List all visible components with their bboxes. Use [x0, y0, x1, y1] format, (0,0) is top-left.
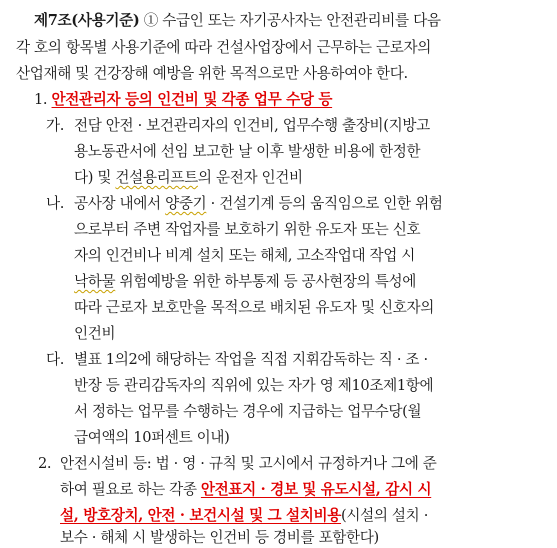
na-line-5: 따라 근로자 보호만을 목적으로 배치된 유도자 및 신호자의 [74, 299, 434, 316]
na-line-1 [74, 194, 443, 214]
ga-line-3-part-a: 다) 및 [74, 169, 116, 186]
da-mark: 다. [46, 351, 65, 368]
na-line-3: 자의 인건비나 비계 설치 또는 해체, 고소작업대 작업 시 [74, 247, 416, 264]
item-2-line-2 [60, 480, 431, 500]
article-heading: 제7조(사용기준) [34, 12, 140, 29]
item-2-highlight-1: 안전표지 · 경보 및 유도시설, 감시 시 [200, 481, 432, 498]
article-line-2: 각 호의 항목별 사용기준에 따라 건설사업장에서 근무하는 근로자의 [16, 39, 431, 56]
na-mark: 나. [46, 195, 65, 212]
da-line-4: 급여액의 10퍼센트 이내) [74, 429, 230, 446]
ga-line-1: 전담 안전 · 보건관리자의 인건비, 업무수행 출장비(지방고 [74, 117, 430, 134]
item-2-line-4: 보수 · 해체 시 발생하는 인건비 등 경비를 포함한다) [60, 529, 379, 546]
na-line-2: 으로부터 주변 작업자를 보호하기 위한 유도자 또는 신호 [74, 221, 421, 238]
ga-line-2: 용노동관서에 선임 보고한 날 이후 발생한 비용에 한정한 [74, 143, 421, 160]
na-term-falling-object: 낙하물 [74, 273, 116, 290]
da-line-2: 반장 등 관리감독자의 직위에 있는 자가 영 제10조제1항에 [74, 377, 434, 394]
ga-mark: 가. [46, 117, 65, 134]
item-2-line-3 [60, 506, 428, 526]
ga-line-3 [74, 168, 303, 188]
item-1-heading [34, 90, 332, 110]
da-line-3: 서 정하는 업무를 수행하는 경우에 지급하는 업무수당(월 [74, 403, 422, 420]
article-line-3: 산업재해 및 건강장해 예방을 위한 목적으로만 사용하여야 한다. [16, 65, 408, 82]
ga-line-3-part-c: 의 운전자 인건비 [197, 169, 303, 186]
item-2-highlight-2: 설, 방호장치, 안전 · 보건시설 및 그 설치비용 [60, 507, 342, 524]
na-line-6: 인건비 [74, 325, 116, 342]
item-1-number: 1. [34, 91, 48, 108]
article-intro: ① 수급인 또는 자기공사자는 안전관리비를 다음 [139, 12, 441, 29]
item-2-number: 2. [38, 455, 52, 472]
article-line-1 [34, 11, 552, 31]
item-2-line-3-part-b: (시설의 설치 · [341, 507, 428, 524]
item-1-title: 안전관리자 등의 인건비 및 각종 업무 수당 등 [51, 91, 333, 108]
na-line-1-part-c: · 건설기계 등의 움직임으로 인한 위험 [206, 195, 443, 212]
da-line-1: 별표 1의2에 해당하는 작업을 직접 지휘감독하는 직 · 조 · [74, 351, 428, 368]
item-2-line-1: 안전시설비 등: 법 · 영 · 규칙 및 고시에서 규정하거나 그에 준 [60, 455, 437, 472]
ga-term-lift: 건설용리프트 [115, 169, 198, 186]
na-line-4 [74, 272, 416, 292]
na-line-4-part-b: 위험예방을 위한 하부통제 등 공사현장의 특성에 [115, 273, 416, 290]
item-2-line-2-part-a: 하여 필요로 하는 각종 [60, 481, 201, 498]
na-line-1-part-a: 공사장 내에서 [74, 195, 166, 212]
na-term-crane: 양중기 [165, 195, 207, 212]
